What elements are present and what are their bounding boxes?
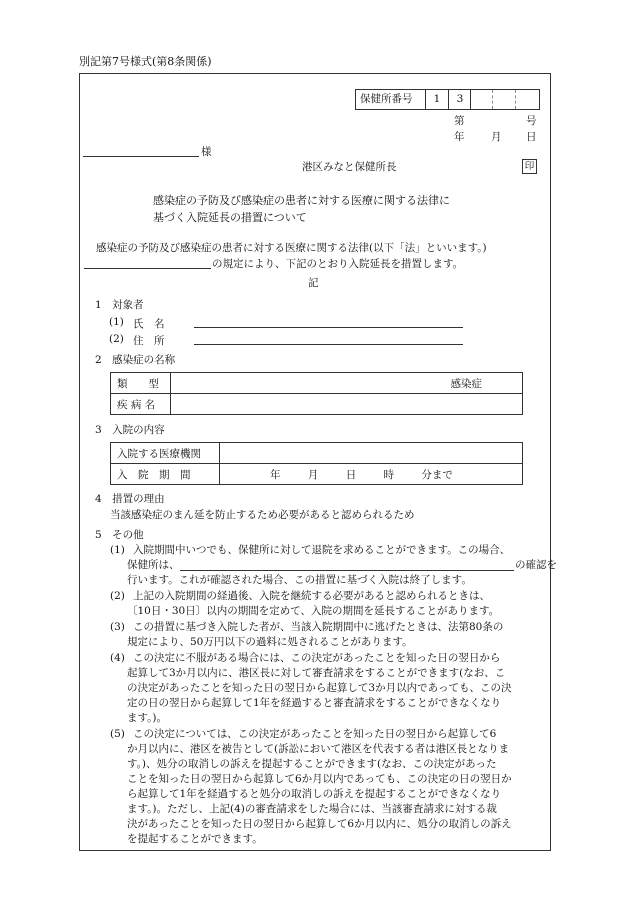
item-num: (2) <box>110 590 125 602</box>
item-line: か月以内に、港区を被告として(訴訟において港区を代表する者は港区長となりま <box>127 743 510 755</box>
period-minute: 分まで <box>421 468 453 481</box>
period-label: 入 院 期 間 <box>111 464 220 485</box>
title-line-2: 基づく入院延長の措置について <box>153 211 307 224</box>
item-num: (5) <box>110 728 125 740</box>
date-day: 日 <box>526 131 537 143</box>
item-line: ます。)。ただし、上記(4)の審査請求をした場合には、当該審査請求に対する裁 <box>127 803 497 815</box>
item-line: 規定により、50万円以下の過料に処されることがあります。 <box>127 636 413 648</box>
disease-label: 疾 病 名 <box>111 394 171 415</box>
section-4-title: 4 措置の理由 <box>95 493 165 505</box>
type-value: 感染症 <box>171 373 523 394</box>
item-line: ら起算して1年を経過すると処分の取消しの訴えを提起することができなくなり <box>127 788 502 800</box>
item-line: 起算して3か月以内に、港区長に対して審査請求をすることができます(なお、こ <box>127 667 506 679</box>
period-value[interactable] <box>220 464 523 485</box>
office-digit <box>515 90 539 109</box>
section-4-text: 当該感染症のまん延を防止するため必要があると認められるため <box>110 509 415 521</box>
form-id: 別記第7号様式(第8条関係) <box>79 55 212 68</box>
doc-number-suffix: 号 <box>526 115 537 127</box>
date-year: 年 <box>454 131 465 143</box>
intro-line-2: の規定により、下記のとおり入院延長を措置します。 <box>212 258 464 270</box>
office-digit: 1 <box>425 90 448 109</box>
office-number-label: 保健所番号 <box>360 93 413 105</box>
item-line: 上記の入院期間の経過後、入院を継続する必要があると認められるときは、 <box>133 590 490 602</box>
law-article-field[interactable] <box>84 268 211 269</box>
doc-number-prefix: 第 <box>454 115 465 127</box>
ki-heading: 記 <box>308 277 319 289</box>
disease-value[interactable] <box>171 394 523 415</box>
item-line: この措置に基づき入院した者が、当該入院期間中に逃げたときは、法第80条の <box>133 621 504 633</box>
item-line: を提起することができます。 <box>127 833 263 845</box>
admission-table <box>110 442 523 485</box>
office-digit: 3 <box>448 90 471 109</box>
period-day: 日 <box>345 468 357 481</box>
item-num: (4) <box>110 652 125 664</box>
confirmation-field[interactable] <box>180 570 514 571</box>
item-line: ます。)。 <box>127 712 168 724</box>
item-num: (3) <box>110 621 125 633</box>
item-line: 入院期間中いつでも、保健所に対して退院を求めることができます。この場合、 <box>133 544 511 556</box>
facility-value[interactable] <box>220 443 523 464</box>
period-year: 年 <box>270 468 281 481</box>
date-month: 月 <box>491 131 502 143</box>
addressee-field[interactable] <box>83 156 199 157</box>
section-5-title: 5 その他 <box>95 529 144 541</box>
intro-line-1: 感染症の予防及び感染症の患者に対する医療に関する法律(以下「法」といいます。) <box>96 242 487 254</box>
item-num: (1) <box>110 544 125 556</box>
type-label: 類 型 <box>111 373 171 394</box>
addressee-suffix: 様 <box>201 146 212 158</box>
period-month: 月 <box>307 468 319 481</box>
item-line: の決定があったことを知った日の翌日から起算して3か月以内であっても、この決 <box>127 682 512 694</box>
name-field[interactable] <box>194 327 463 328</box>
office-digit <box>492 90 515 109</box>
item-line: 決があったことを知った日の翌日から起算して6か月以内に、処分の取消しの訴え <box>127 818 512 830</box>
addr-label: 住 所 <box>133 335 165 347</box>
issuer: 港区みなと保健所長 <box>302 161 397 173</box>
item-line: 定の日の翌日から起算して1年を経過すると審査請求をすることができなくなり <box>127 697 502 709</box>
address-field[interactable] <box>194 344 463 345</box>
title-line-1: 感染症の予防及び感染症の患者に対する医療に関する法律に <box>153 194 450 207</box>
disease-table <box>110 372 523 415</box>
section-3-title: 3 入院の内容 <box>95 424 165 436</box>
facility-label: 入院する医療機関 <box>111 443 220 464</box>
item-line: この決定に不服がある場合には、この決定があったことを知った日の翌日から <box>133 652 501 664</box>
period-hour: 時 <box>383 468 395 481</box>
item-line: の確認を <box>515 559 557 571</box>
section-2-title: 2 感染症の名称 <box>95 354 176 366</box>
addr-num: (2) <box>109 333 124 345</box>
office-number-box <box>355 89 540 110</box>
seal-icon: 印 <box>522 159 537 174</box>
section-1-title: 1 対象者 <box>95 299 144 311</box>
seal-mark <box>522 159 537 174</box>
item-line: ことを知った日の翌日から起算して6か月以内であっても、この決定の日の翌日か <box>127 773 512 785</box>
name-num: (1) <box>109 316 124 328</box>
item-line: 行います。これが確認された場合、この措置に基づく入院は終了します。 <box>127 574 472 586</box>
item-line: 保健所は、 <box>127 559 180 571</box>
item-line: この決定については、この決定があったことを知った日の翌日から起算して6 <box>133 728 497 740</box>
item-line: 〔10日・30日〕以内の期間を定めて、入院の期間を延長することがあります。 <box>127 605 500 617</box>
name-label: 氏 名 <box>133 318 165 330</box>
office-digit <box>470 90 493 109</box>
item-line: す。)、処分の取消しの訴えを提起することができます(なお、この決定があった <box>127 758 497 770</box>
